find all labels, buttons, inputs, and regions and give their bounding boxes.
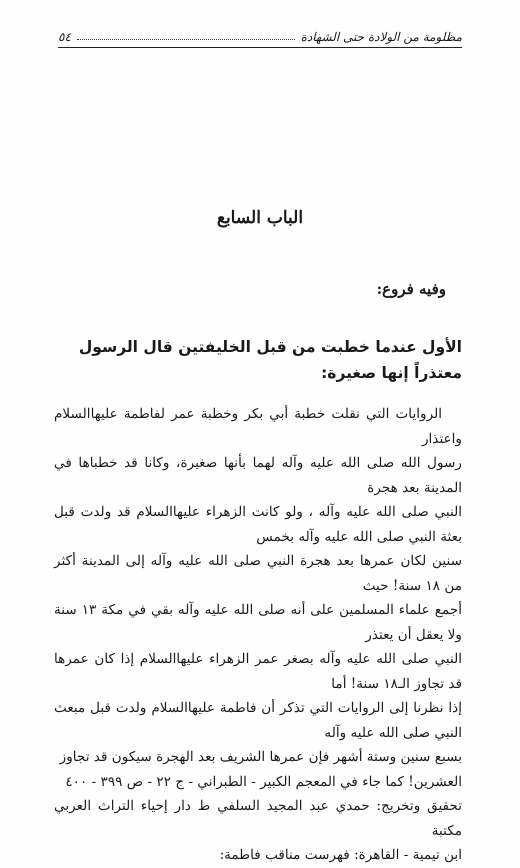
body-line: أجمع علماء المسلمين على أنه صلى الله عليه وآله بقي في مكة ١٣ سنة ولا يعقل أن يعتذر: [54, 602, 462, 643]
body-line: الروايات التي نقلت خطبة أبي بكر وخطبة عمر لفاطمة عليهاالسلام واعتذار: [54, 406, 462, 447]
body-line: رسول الله صلى الله عليه وآله لهما بأنها صغيرة، وكانا قد خطباها في المدينة بعد هجرة: [54, 455, 462, 496]
body-line: النبي صلى الله عليه وآله بصغر عمر الزهراء عليهاالسلام إذا كان عمرها قد تجاوز الـ١٨ سنة! أما: [54, 651, 462, 692]
page-header: [58, 22, 462, 48]
body-line: بسبع سنين وستة أشهر فإن عمرها الشريف بعد الهجرة سيكون قد تجاوز: [59, 749, 462, 765]
chapter-title: الباب السابع: [216, 208, 304, 228]
body-line: النبي صلى الله عليه وآله ، ولو كانت الزهراء عليهاالسلام قد ولدت قبل بعثة النبي صلى الله عليه وآله بخمس: [54, 504, 462, 545]
header-title: مظلومة من الولادة حتى الشهادة: [300, 30, 462, 44]
body-line: ابن تيمية - القاهرة: فهرست مناقب فاطمة:: [219, 847, 462, 863]
subheading: وفيه فروع:: [376, 280, 446, 298]
page-number: ٥٤: [58, 30, 71, 44]
body-paragraph: [54, 402, 462, 868]
body-line: تحقيق وتخريج: حمدي عبد المجيد السلفي ط دار إحياء التراث العربي مكتبة: [54, 798, 462, 839]
section-title: الأول عندما خطبت من قبل الخليفتين قال الرسول معتذراً إنها صغيرة:: [78, 338, 462, 382]
header-leader-dots: [77, 39, 295, 40]
body-line: سنين لكان عمرها بعد هجرة النبي صلى الله عليه وآله إلى المدينة أكثر من ١٨ سنة! حيث: [54, 553, 462, 594]
body-line: العشرين! كما جاء في المعجم الكبير - الطبراني - ج ٢٢ - ص ٣٩٩ - ٤٠٠: [65, 773, 462, 790]
body-line: إذا نظرنا إلى الروايات التي تذكر أن فاطمة عليهاالسلام ولدت قبل مبعث النبي صلى الله عليه وآله: [54, 700, 462, 741]
